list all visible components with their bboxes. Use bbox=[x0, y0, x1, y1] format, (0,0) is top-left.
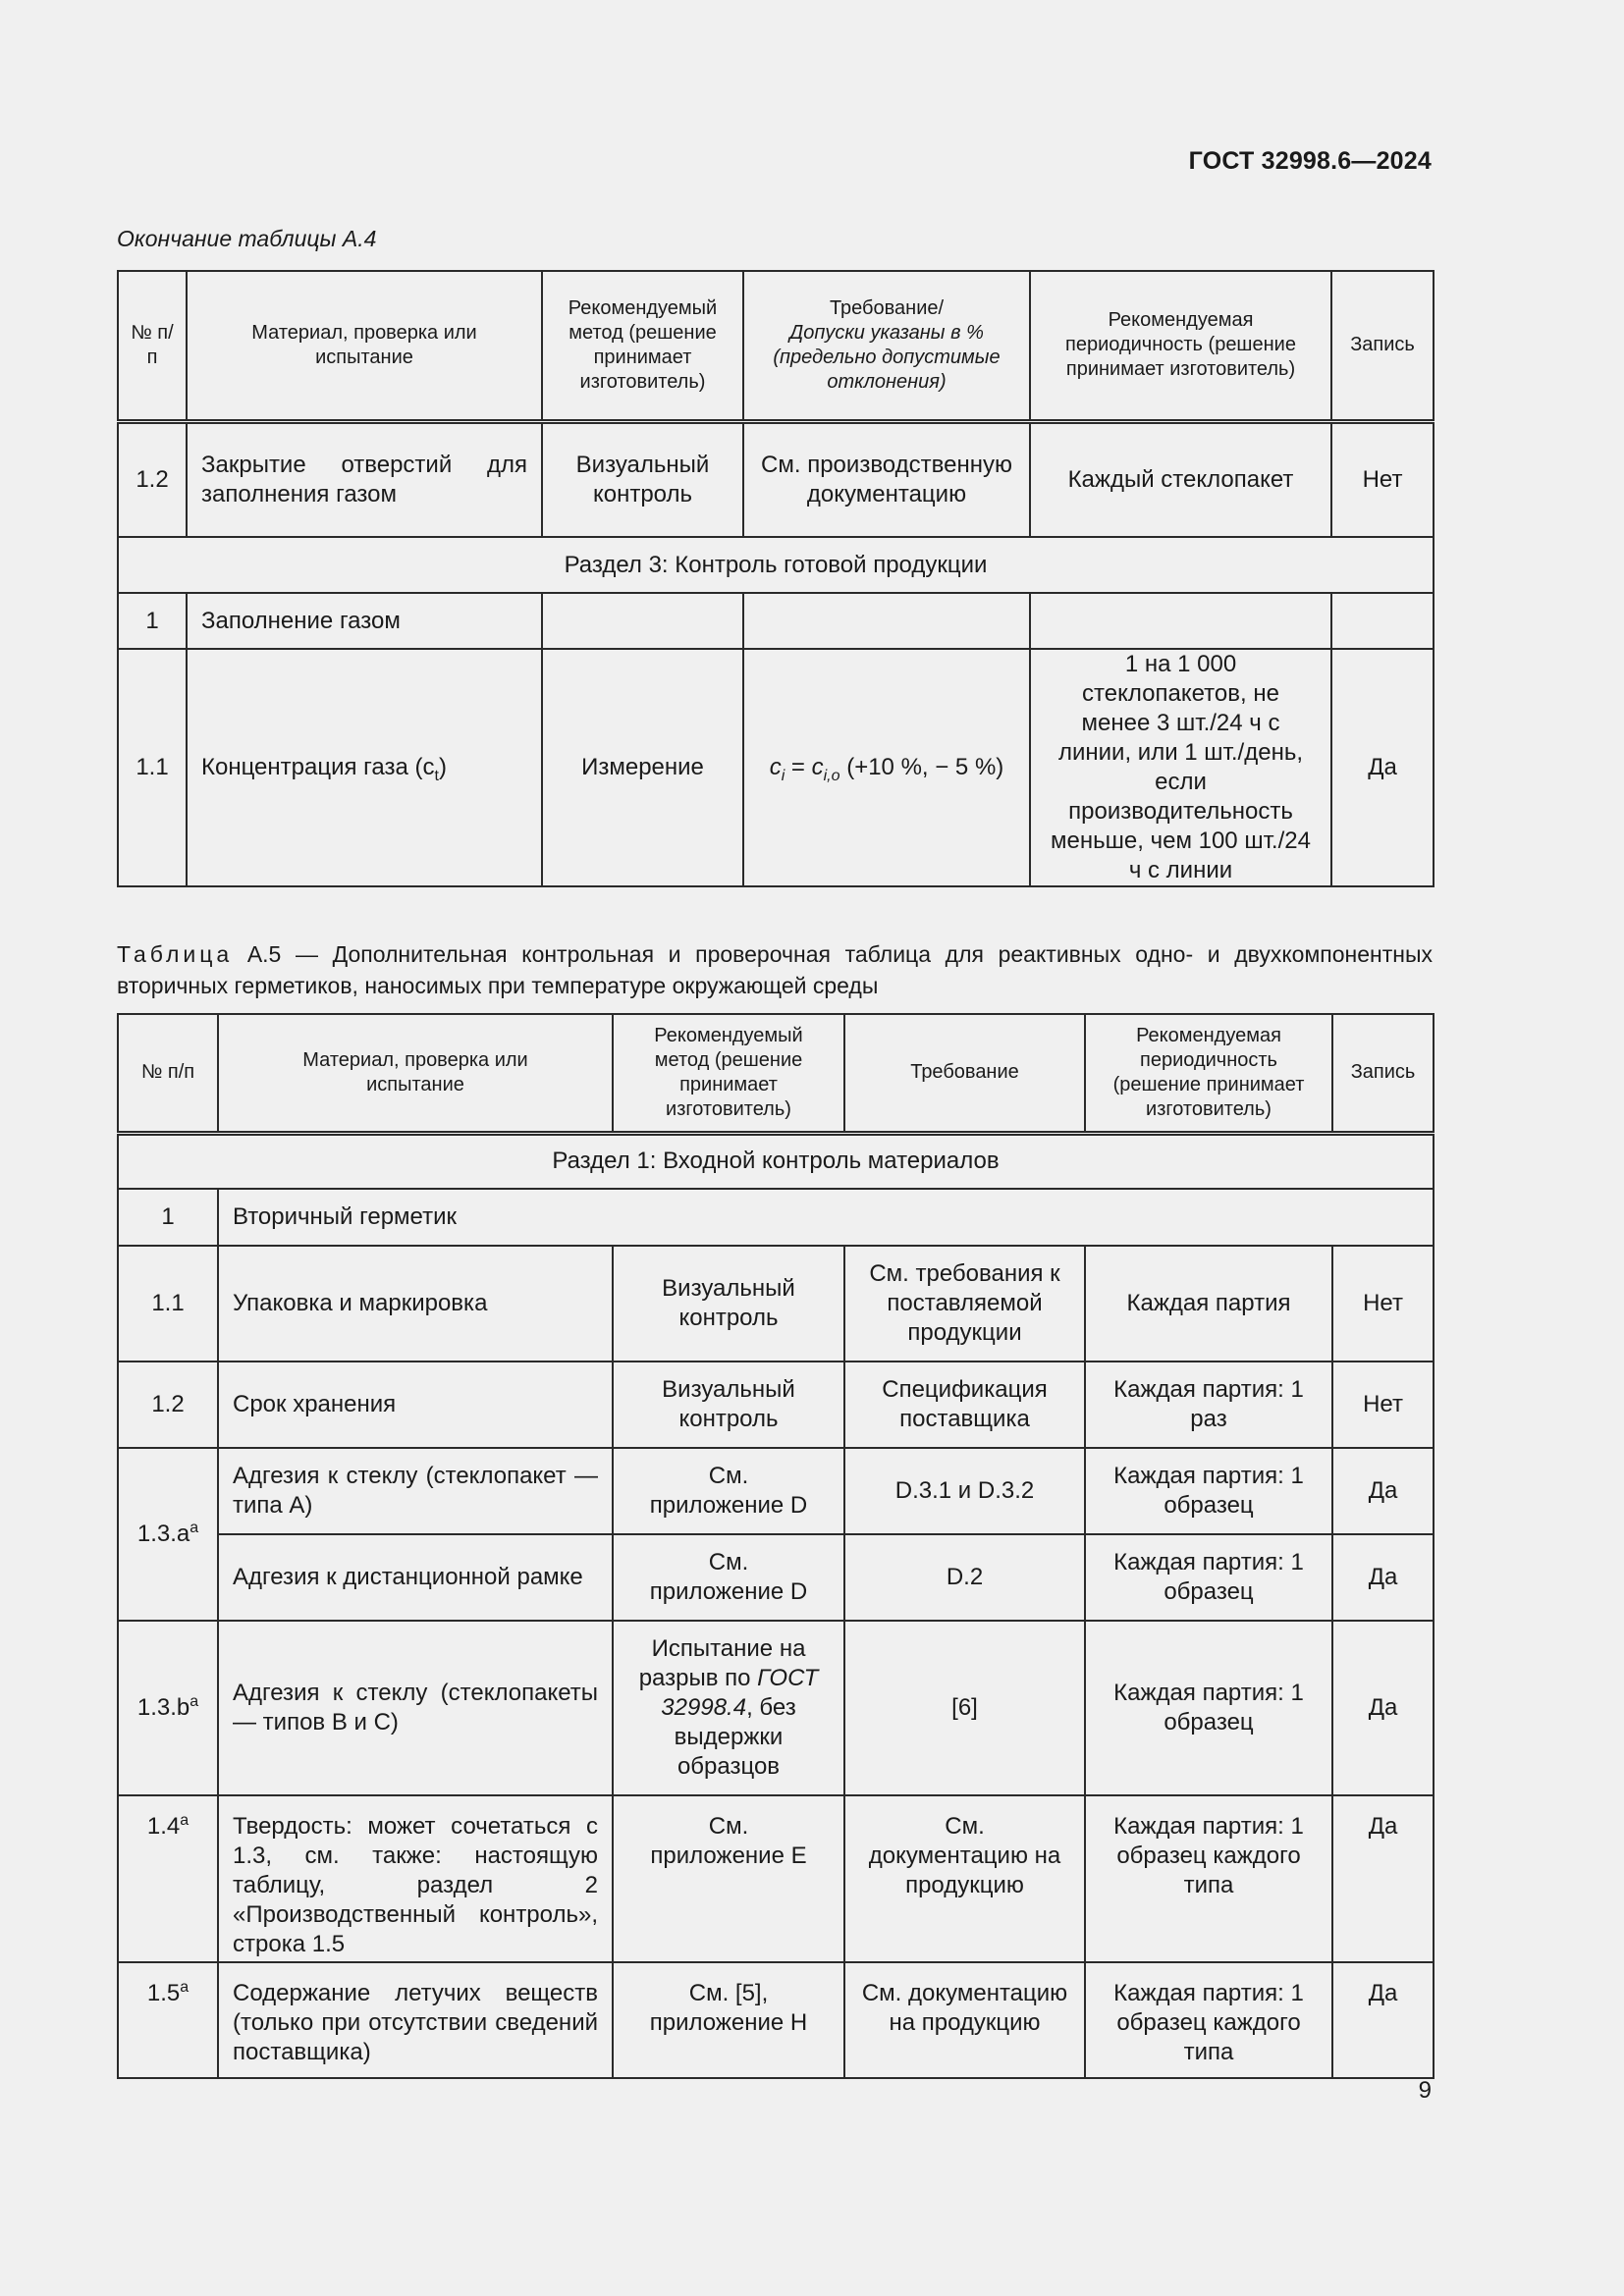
row-material: Твердость: может сочетаться с 1.3, см. также: настоящую таблицу, раздел 2 «Производственный контроль», строка 1.5 bbox=[218, 1795, 613, 1962]
row-periodicity: Каждая партия: 1 образец bbox=[1085, 1448, 1332, 1534]
row-periodicity: Каждая партия: 1 образец каждого типа bbox=[1085, 1962, 1332, 2078]
row-periodicity: Каждая партия bbox=[1085, 1246, 1332, 1362]
row-periodicity: Каждая партия: 1 раз bbox=[1085, 1362, 1332, 1448]
row-num: $1.4^а$ bbox=[118, 1795, 218, 1962]
row-num: $1.3.a^а$ bbox=[118, 1448, 218, 1621]
table-a5 bbox=[117, 1013, 1435, 2079]
row-num: $1.3.b^а$ bbox=[118, 1621, 218, 1795]
row-material: Адгезия к дистанционной рамке bbox=[218, 1534, 613, 1621]
row-requirement: См. документацию на продукцию bbox=[844, 1962, 1085, 2078]
row-material: Заполнение газом bbox=[187, 593, 542, 649]
row-requirement: См. производственную документацию bbox=[743, 421, 1030, 537]
header-num: № п/п bbox=[118, 271, 187, 421]
row-periodicity: Каждая партия: 1 образец каждого типа bbox=[1085, 1795, 1332, 1962]
row-num: 1.2 bbox=[118, 421, 187, 537]
row-record: Да bbox=[1332, 1534, 1434, 1621]
row-requirement bbox=[743, 593, 1030, 649]
table-row bbox=[118, 1246, 1434, 1362]
header-requirement-title: Требование/ bbox=[829, 296, 945, 319]
row-record: Да bbox=[1332, 1621, 1434, 1795]
row-num: 1 bbox=[118, 593, 187, 649]
table-a4-caption: Окончание таблицы А.4 bbox=[117, 226, 377, 251]
row-record: Да bbox=[1332, 1448, 1434, 1534]
row-method: Визуальный контроль bbox=[613, 1246, 844, 1362]
row-num: $1.5^а$ bbox=[118, 1962, 218, 2078]
row-periodicity: Каждая партия: 1 образец bbox=[1085, 1621, 1332, 1795]
row-requirement: См. требования к поставляемой продукции bbox=[844, 1246, 1085, 1362]
table-row bbox=[118, 1534, 1434, 1621]
row-method: См. приложение E bbox=[613, 1795, 844, 1962]
row-method: Испытание на разрыв по ГОСТ 32998.4, без выдержки образцов bbox=[613, 1621, 844, 1795]
row-material: Адгезия к стеклу (стеклопакет — типа А) bbox=[218, 1448, 613, 1534]
row-requirement: D.3.1 и D.3.2 bbox=[844, 1448, 1085, 1534]
table-row bbox=[118, 649, 1434, 886]
row-material: Содержание летучих веществ (только при отсутствии сведений поставщика) bbox=[218, 1962, 613, 2078]
table-a4 bbox=[117, 270, 1435, 887]
caption-label: Таблица bbox=[117, 941, 234, 967]
section-row bbox=[118, 537, 1434, 593]
section-3-title: Раздел 3: Контроль готовой продукции bbox=[118, 537, 1434, 593]
row-record bbox=[1331, 593, 1434, 649]
table-row bbox=[118, 1448, 1434, 1534]
row-periodicity: Каждый стеклопакет bbox=[1030, 421, 1331, 537]
row-material: Срок хранения bbox=[218, 1362, 613, 1448]
row-record: Нет bbox=[1331, 421, 1434, 537]
table-row bbox=[118, 1621, 1434, 1795]
row-material: Упаковка и маркировка bbox=[218, 1246, 613, 1362]
row-requirement: См. документацию на продукцию bbox=[844, 1795, 1085, 1962]
row-requirement: $c_i = c_{i,o}$ (+10 %, − 5 %) bbox=[743, 649, 1030, 886]
row-periodicity: 1 на 1 000 стеклопакетов, не менее 3 шт./24 ч с линии, или 1 шт./день, если производительность меньше, чем 100 шт./24 ч с линии bbox=[1030, 649, 1331, 886]
header-method: Рекомендуемый метод (решение принимает изготовитель) bbox=[613, 1014, 844, 1133]
row-method: См. [5], приложение H bbox=[613, 1962, 844, 2078]
table-row bbox=[118, 593, 1434, 649]
row-material: Закрытие отверстий для заполнения газом bbox=[187, 421, 542, 537]
row-material: Концентрация газа $(c_t)$ bbox=[187, 649, 542, 886]
table-row bbox=[118, 1189, 1434, 1246]
header-requirement-note: Допуски указаны в % (предельно допустимые отклонения) bbox=[773, 321, 1001, 393]
row-method bbox=[542, 593, 743, 649]
row-record: Да bbox=[1332, 1962, 1434, 2078]
section-row bbox=[118, 1133, 1434, 1189]
row-method: См. приложение D bbox=[613, 1448, 844, 1534]
header-requirement: Требование bbox=[844, 1014, 1085, 1133]
row-requirement: D.2 bbox=[844, 1534, 1085, 1621]
row-record: Нет bbox=[1332, 1246, 1434, 1362]
row-material: Адгезия к стеклу (стеклопакеты — типов В и С) bbox=[218, 1621, 613, 1795]
header-num: № п/п bbox=[118, 1014, 218, 1133]
row-num: 1.1 bbox=[118, 1246, 218, 1362]
header-periodicity: Рекомендуемая периодичность (решение принимает изготовитель) bbox=[1030, 271, 1331, 421]
row-material: Вторичный герметик bbox=[218, 1189, 1434, 1246]
table-row bbox=[118, 1962, 1434, 2078]
header-method: Рекомендуемый метод (решение принимает изготовитель) bbox=[542, 271, 743, 421]
header-requirement bbox=[743, 271, 1030, 421]
table-a4-header-row bbox=[118, 271, 1434, 421]
header-material: Материал, проверка или испытание bbox=[218, 1014, 613, 1133]
row-record: Да bbox=[1331, 649, 1434, 886]
table-row bbox=[118, 1362, 1434, 1448]
row-num: 1 bbox=[118, 1189, 218, 1246]
table-row bbox=[118, 421, 1434, 537]
row-method: Визуальный контроль bbox=[613, 1362, 844, 1448]
row-record: Нет bbox=[1332, 1362, 1434, 1448]
section-1-title: Раздел 1: Входной контроль материалов bbox=[118, 1133, 1434, 1189]
document-code: ГОСТ 32998.6—2024 bbox=[1188, 147, 1432, 175]
header-periodicity: Рекомендуемая периодичность (решение принимает изготовитель) bbox=[1085, 1014, 1332, 1133]
table-a5-header-row bbox=[118, 1014, 1434, 1133]
row-periodicity bbox=[1030, 593, 1331, 649]
row-num: 1.1 bbox=[118, 649, 187, 886]
row-periodicity: Каждая партия: 1 образец bbox=[1085, 1534, 1332, 1621]
row-method: См. приложение D bbox=[613, 1534, 844, 1621]
row-method: Визуальный контроль bbox=[542, 421, 743, 537]
row-requirement: [6] bbox=[844, 1621, 1085, 1795]
header-record: Запись bbox=[1331, 271, 1434, 421]
header-record: Запись bbox=[1332, 1014, 1434, 1133]
row-requirement: Спецификация поставщика bbox=[844, 1362, 1085, 1448]
header-material: Материал, проверка или испытание bbox=[187, 271, 542, 421]
row-num: 1.2 bbox=[118, 1362, 218, 1448]
page-number: 9 bbox=[1418, 2077, 1432, 2104]
caption-text: А.5 — Дополнительная контрольная и проверочная таблица для реактивных одно- и двухкомпонентных вторичных герметиков, наносимых при температуре окружающей среды bbox=[117, 941, 1433, 998]
row-method: Измерение bbox=[542, 649, 743, 886]
table-a5-caption bbox=[117, 938, 1433, 1001]
table-row bbox=[118, 1795, 1434, 1962]
row-record: Да bbox=[1332, 1795, 1434, 1962]
